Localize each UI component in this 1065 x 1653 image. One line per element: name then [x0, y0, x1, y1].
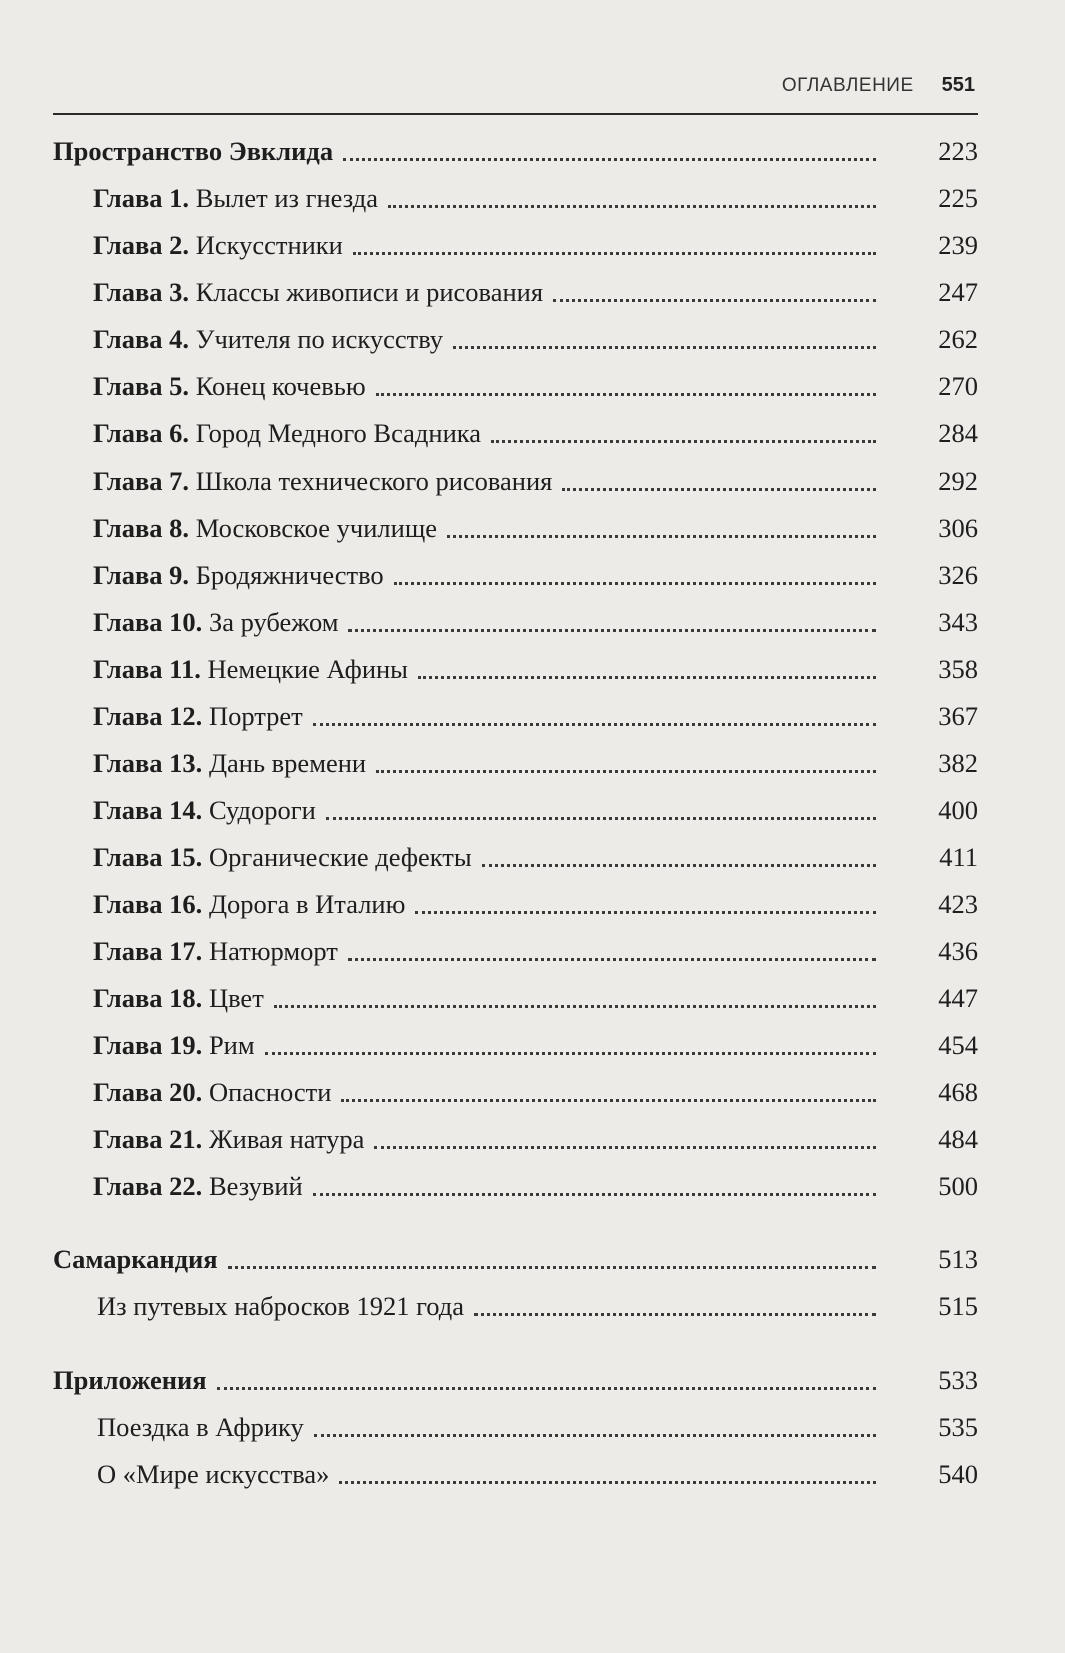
chapter-number: Глава 20. — [93, 1077, 203, 1107]
toc-chapter-entry — [0, 322, 1065, 356]
dot-leader — [339, 1450, 876, 1484]
toc-entry-title — [97, 1457, 335, 1491]
toc-page-number: 423 — [938, 889, 978, 919]
toc-page-number: 292 — [938, 466, 978, 496]
toc-entry-title — [53, 1242, 224, 1276]
dot-leader — [313, 1162, 876, 1196]
toc-entry-title — [93, 1169, 309, 1203]
toc-page-number: 515 — [938, 1291, 978, 1321]
dot-leader — [341, 1068, 876, 1102]
toc-page-number: 533 — [938, 1365, 978, 1395]
toc-entry-text: Поездка в Африку — [97, 1412, 304, 1442]
dot-leader — [482, 833, 876, 867]
toc-section-entry — [0, 1242, 1065, 1276]
dot-leader — [217, 1356, 876, 1390]
toc-chapter-entry — [0, 275, 1065, 309]
toc-entry-text: Рим — [208, 1030, 255, 1060]
toc-entry-title — [97, 1289, 470, 1323]
toc-entry-title — [93, 416, 487, 450]
toc-chapter-entry — [0, 464, 1065, 498]
toc-entry-title — [93, 558, 390, 592]
toc-entry-text: Школа технического рисования — [195, 466, 553, 496]
chapter-number: Глава 14. — [93, 795, 203, 825]
toc-page-number: 270 — [938, 371, 978, 401]
toc-entry-text: Вылет из гнезда — [195, 183, 379, 213]
toc-entry-title — [93, 1122, 370, 1156]
dot-leader — [274, 974, 876, 1008]
toc-page-number: 358 — [938, 654, 978, 684]
dot-leader — [314, 1403, 876, 1437]
dot-leader — [453, 315, 876, 349]
page-number: 551 — [941, 74, 975, 96]
chapter-number: Глава 15. — [93, 842, 203, 872]
toc-chapter-entry — [0, 605, 1065, 639]
dot-leader — [474, 1282, 876, 1316]
toc-entry-text: Конец кочевью — [195, 371, 366, 401]
toc-entry-text: Опасности — [208, 1077, 332, 1107]
dot-leader — [374, 1115, 876, 1149]
toc-entry-text: Приложения — [53, 1365, 207, 1395]
toc-entry-text: Московское училище — [195, 513, 437, 543]
toc-chapter-entry — [0, 1122, 1065, 1156]
toc-page-number: 306 — [938, 513, 978, 543]
toc-entry-text: Из путевых набросков 1921 года — [97, 1291, 465, 1321]
toc-chapter-entry — [0, 981, 1065, 1015]
toc-page-number: 447 — [938, 983, 978, 1013]
toc-entry-title — [93, 275, 549, 309]
toc-page-number: 484 — [938, 1124, 978, 1154]
toc-entry-text: Живая натура — [208, 1124, 365, 1154]
toc-page-number: 225 — [938, 183, 978, 213]
dot-leader — [388, 174, 876, 208]
toc-chapter-entry — [0, 228, 1065, 262]
toc-page-number: 247 — [938, 277, 978, 307]
chapter-number: Глава 12. — [93, 701, 203, 731]
toc-entry-title — [93, 605, 344, 639]
toc-chapter-entry — [0, 511, 1065, 545]
dot-leader — [343, 127, 876, 161]
chapter-number: Глава 22. — [93, 1171, 203, 1201]
toc-entry-text: Искусстники — [195, 230, 343, 260]
toc-entry-text: За рубежом — [208, 607, 339, 637]
toc-page-number: 436 — [938, 936, 978, 966]
toc-entry-text: Пространство Эвклида — [53, 136, 334, 166]
toc-section-entry — [0, 134, 1065, 168]
toc-entry-title — [93, 464, 558, 498]
toc-chapter-entry — [0, 369, 1065, 403]
toc-page-number: 326 — [938, 560, 978, 590]
toc-item-entry — [0, 1289, 1065, 1323]
toc-entry-title — [93, 228, 349, 262]
toc-chapter-entry — [0, 746, 1065, 780]
dot-leader — [348, 598, 876, 632]
toc-entry-title — [93, 511, 443, 545]
toc-entry-title — [93, 322, 449, 356]
toc-item-entry — [0, 1457, 1065, 1491]
dot-leader — [491, 409, 876, 443]
toc-entry-title — [93, 369, 372, 403]
toc-page-number: 411 — [939, 842, 978, 872]
toc-page-number: 262 — [938, 324, 978, 354]
toc-entry-title — [93, 1075, 337, 1109]
toc-chapter-entry — [0, 558, 1065, 592]
toc-entry-title — [93, 981, 270, 1015]
toc-entry-title — [93, 181, 384, 215]
chapter-number: Глава 3. — [93, 277, 190, 307]
chapter-number: Глава 17. — [93, 936, 203, 966]
chapter-number: Глава 19. — [93, 1030, 203, 1060]
chapter-number: Глава 13. — [93, 748, 203, 778]
toc-entry-title — [53, 134, 339, 168]
toc-page-number: 468 — [938, 1077, 978, 1107]
toc-entry-text: Органические дефекты — [208, 842, 472, 872]
chapter-number: Глава 5. — [93, 371, 190, 401]
toc-entry-title — [93, 652, 414, 686]
chapter-number: Глава 7. — [93, 466, 190, 496]
toc-chapter-entry — [0, 416, 1065, 450]
dot-leader — [353, 221, 876, 255]
dot-leader — [313, 692, 876, 726]
dot-leader — [415, 880, 876, 914]
toc-entry-text: Бродяжничество — [195, 560, 384, 590]
toc-section-entry — [0, 1363, 1065, 1397]
dot-leader — [394, 551, 876, 585]
toc-entry-text: Судороги — [208, 795, 316, 825]
running-head-label: ОГЛАВЛЕНИЕ — [781, 75, 914, 96]
toc-entry-title — [93, 699, 309, 733]
dot-leader — [376, 739, 876, 773]
toc-chapter-entry — [0, 1169, 1065, 1203]
toc-chapter-entry — [0, 181, 1065, 215]
toc-page-number: 382 — [938, 748, 978, 778]
toc-chapter-entry — [0, 934, 1065, 968]
toc-chapter-entry — [0, 1028, 1065, 1062]
dot-leader — [447, 504, 876, 538]
toc-entry-text: Везувий — [208, 1171, 303, 1201]
chapter-number: Глава 21. — [93, 1124, 203, 1154]
toc-entry-text: Цвет — [208, 983, 264, 1013]
chapter-number: Глава 9. — [93, 560, 190, 590]
toc-entry-title — [93, 887, 411, 921]
toc-page-number: 400 — [938, 795, 978, 825]
toc-page-number: 500 — [938, 1171, 978, 1201]
toc-item-entry — [0, 1410, 1065, 1444]
toc-entry-text: Натюрморт — [208, 936, 338, 966]
toc-entry-title — [93, 746, 372, 780]
toc-entry-text: Город Медного Всадника — [195, 418, 482, 448]
toc-page-number: 540 — [938, 1459, 978, 1489]
toc-entry-title — [53, 1363, 213, 1397]
toc-entry-text: Классы живописи и рисования — [195, 277, 544, 307]
dot-leader — [326, 786, 876, 820]
dot-leader — [228, 1235, 876, 1269]
chapter-number: Глава 10. — [93, 607, 203, 637]
toc-chapter-entry — [0, 1075, 1065, 1109]
toc-entry-title — [97, 1410, 310, 1444]
toc-entry-title — [93, 793, 322, 827]
toc-entry-text: Учителя по искусству — [195, 324, 444, 354]
chapter-number: Глава 1. — [93, 183, 190, 213]
toc-chapter-entry — [0, 652, 1065, 686]
toc-entry-text: Портрет — [208, 701, 303, 731]
chapter-number: Глава 2. — [93, 230, 190, 260]
toc-entry-title — [93, 1028, 261, 1062]
chapter-number: Глава 11. — [93, 654, 201, 684]
toc-chapter-entry — [0, 699, 1065, 733]
toc-page-number: 284 — [938, 418, 978, 448]
toc-chapter-entry — [0, 840, 1065, 874]
toc-chapter-entry — [0, 887, 1065, 921]
toc-entry-text: О «Мире искусства» — [97, 1459, 330, 1489]
dot-leader — [348, 927, 876, 961]
toc-page-number: 223 — [938, 136, 978, 166]
toc-page-number: 535 — [938, 1412, 978, 1442]
toc-entry-title — [93, 840, 478, 874]
dot-leader — [418, 645, 876, 679]
chapter-number: Глава 4. — [93, 324, 190, 354]
toc-entry-text: Дань времени — [208, 748, 367, 778]
toc-entry-title — [93, 934, 344, 968]
toc-page-number: 367 — [938, 701, 978, 731]
toc-entry-text: Дорога в Италию — [208, 889, 406, 919]
toc-entry-text: Самаркандия — [53, 1244, 218, 1274]
chapter-number: Глава 16. — [93, 889, 203, 919]
toc-page-number: 343 — [938, 607, 978, 637]
dot-leader — [265, 1021, 876, 1055]
chapter-number: Глава 8. — [93, 513, 190, 543]
dot-leader — [376, 362, 876, 396]
chapter-number: Глава 18. — [93, 983, 203, 1013]
toc-chapter-entry — [0, 793, 1065, 827]
dot-leader — [562, 457, 876, 491]
toc-page-number: 454 — [938, 1030, 978, 1060]
chapter-number: Глава 6. — [93, 418, 190, 448]
toc-page-number: 513 — [938, 1244, 978, 1274]
dot-leader — [553, 268, 876, 302]
toc-page-number: 239 — [938, 230, 978, 260]
toc-entry-text: Немецкие Афины — [207, 654, 408, 684]
